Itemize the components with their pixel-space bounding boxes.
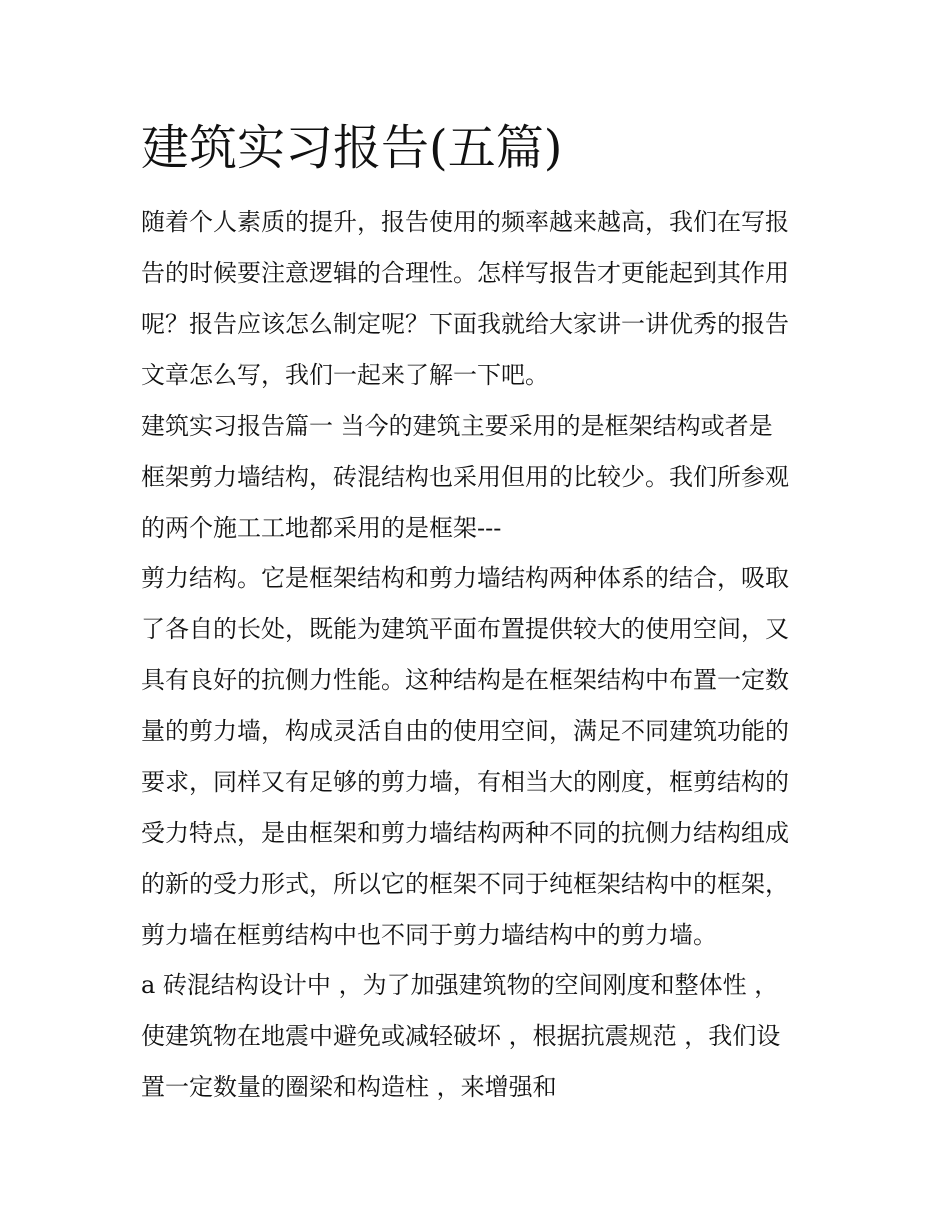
body-line: 呢？报告应该怎么制定呢？下面我就给大家讲一讲优秀的报告 [141,310,789,338]
body-line: 的新的受力形式，所以它的框架不同于纯框架结构中的框架， [141,870,789,898]
body-line: 要求，同样又有足够的剪力墙，有相当大的刚度，框剪结构的 [141,768,789,796]
body-line: 具有良好的抗侧力性能。这种结构是在框架结构中布置一定数 [141,666,789,694]
body-line: 框架剪力墙结构，砖混结构也采用但用的比较少。我们所参观 [141,463,789,491]
body-line: 文章怎么写，我们一起来了解一下吧。 [141,361,549,389]
body-line: 剪力墙在框剪结构中也不同于剪力墙结构中的剪力墙。 [141,921,717,949]
body-line: 随着个人素质的提升，报告使用的频率越来越高，我们在写报 [141,208,789,236]
body-line: 建筑实习报告篇一 当今的建筑主要采用的是框架结构或者是 [141,412,773,440]
body-line: 量的剪力墙，构成灵活自由的使用空间，满足不同建筑功能的 [141,717,789,745]
page-title: 建筑实习报告(五篇) [141,120,563,176]
body-line: a 砖混结构设计中 ，为了加强建筑物的空间刚度和整体性 ， [141,971,779,999]
body-line: 受力特点，是由框架和剪力墙结构两种不同的抗侧力结构组成 [141,819,789,847]
body-line: 置一定数量的圈梁和构造柱 ，来增强和 [141,1073,557,1101]
body-line: 剪力结构。它是框架结构和剪力墙结构两种体系的结合，吸取 [141,564,789,592]
body-line: 使建筑物在地震中避免或减轻破坏 ，根据抗震规范 ，我们设 [141,1022,781,1050]
body-line: 告的时候要注意逻辑的合理性。怎样写报告才更能起到其作用 [141,259,789,287]
body-line: 的两个施工工地都采用的是框架--- [141,514,502,542]
body-line: 了各自的长处，既能为建筑平面布置提供较大的使用空间，又 [141,615,789,643]
